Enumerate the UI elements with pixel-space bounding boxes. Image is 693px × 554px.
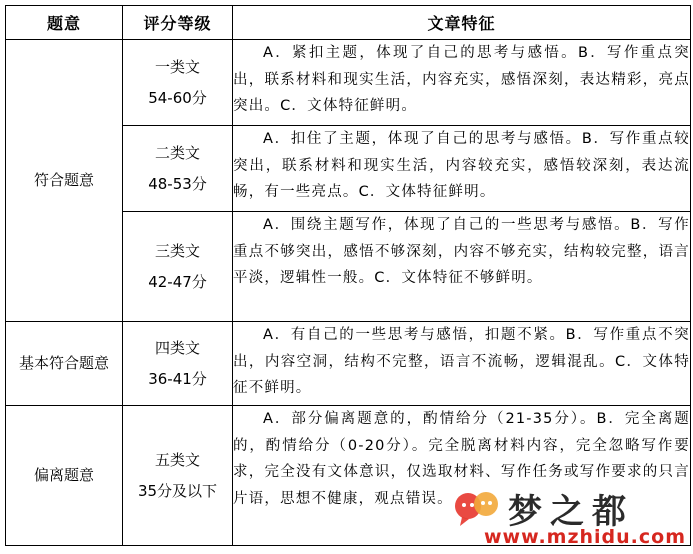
table-row [6,40,691,126]
grade-score: 48-53分 [148,174,207,193]
grade-score: 36-41分 [148,369,207,388]
grade-cell [123,406,233,546]
features-cell [233,406,691,546]
intent-cell: 基本符合题意 [6,322,123,406]
grade-name: 四类文 [154,338,200,357]
features-cell [233,40,691,126]
features-text: A．部分偏离题意的，酌情给分（21-35分）。B．完全离题的，酌情给分（0-20分）。完全脱离材料内容，完全忽略写作要求，完全没有文体意识，仅选取材料、写作任务或写作要求的只言片语，思想不健康，观点错误。 [233,411,690,507]
header-grade: 评分等级 [123,6,233,40]
features-text: A．扣住了主题，体现了自己的思考与感悟。B．写作重点较突出，联系材料和现实生活，内容较充实，感悟较深刻，表达流畅，有一些亮点。C．文体特征鲜明。 [233,131,690,200]
header-row [6,6,691,40]
table-row [6,406,691,546]
features-cell [233,212,691,322]
watermark-url: www.mzhidu.com [484,526,687,548]
grade-name: 五类文 [154,450,200,469]
grade-score: 42-47分 [148,272,207,291]
grade-score: 35分及以下 [137,481,218,500]
intent-cell: 符合题意 [6,40,123,322]
table-row [6,322,691,406]
features-text: A．紧扣主题，体现了自己的思考与感悟。B．写作重点突出，联系材料和现实生活，内容充实，感悟深刻，表达精彩，亮点突出。C．文体特征鲜明。 [233,45,690,114]
intent-cell: 偏离题意 [6,406,123,546]
grade-cell [123,126,233,212]
grade-cell [123,212,233,322]
grade-name: 一类文 [154,57,200,76]
features-cell [233,322,691,406]
header-features: 文章特征 [233,6,691,40]
features-text: A．有自己的一些思考与感悟，扣题不紧。B．写作重点不突出，内容空洞，结构不完整，语言不流畅，逻辑混乱。C．文体特征不鲜明。 [233,327,690,396]
grading-rubric-table [5,5,691,546]
watermark-name: 梦之都 [508,492,634,532]
grade-name: 二类文 [154,143,200,162]
grade-score: 54-60分 [148,88,207,107]
header-intent: 题意 [6,6,123,40]
features-cell [233,126,691,212]
grade-cell [123,40,233,126]
grade-cell [123,322,233,406]
grade-name: 三类文 [154,241,200,260]
features-text: A．围绕主题写作，体现了自己的一些思考与感悟。B．写作重点不够突出，感悟不够深刻，内容不够充实，结构较完整，语言平淡，逻辑性一般。C．文体特征不够鲜明。 [233,217,690,286]
